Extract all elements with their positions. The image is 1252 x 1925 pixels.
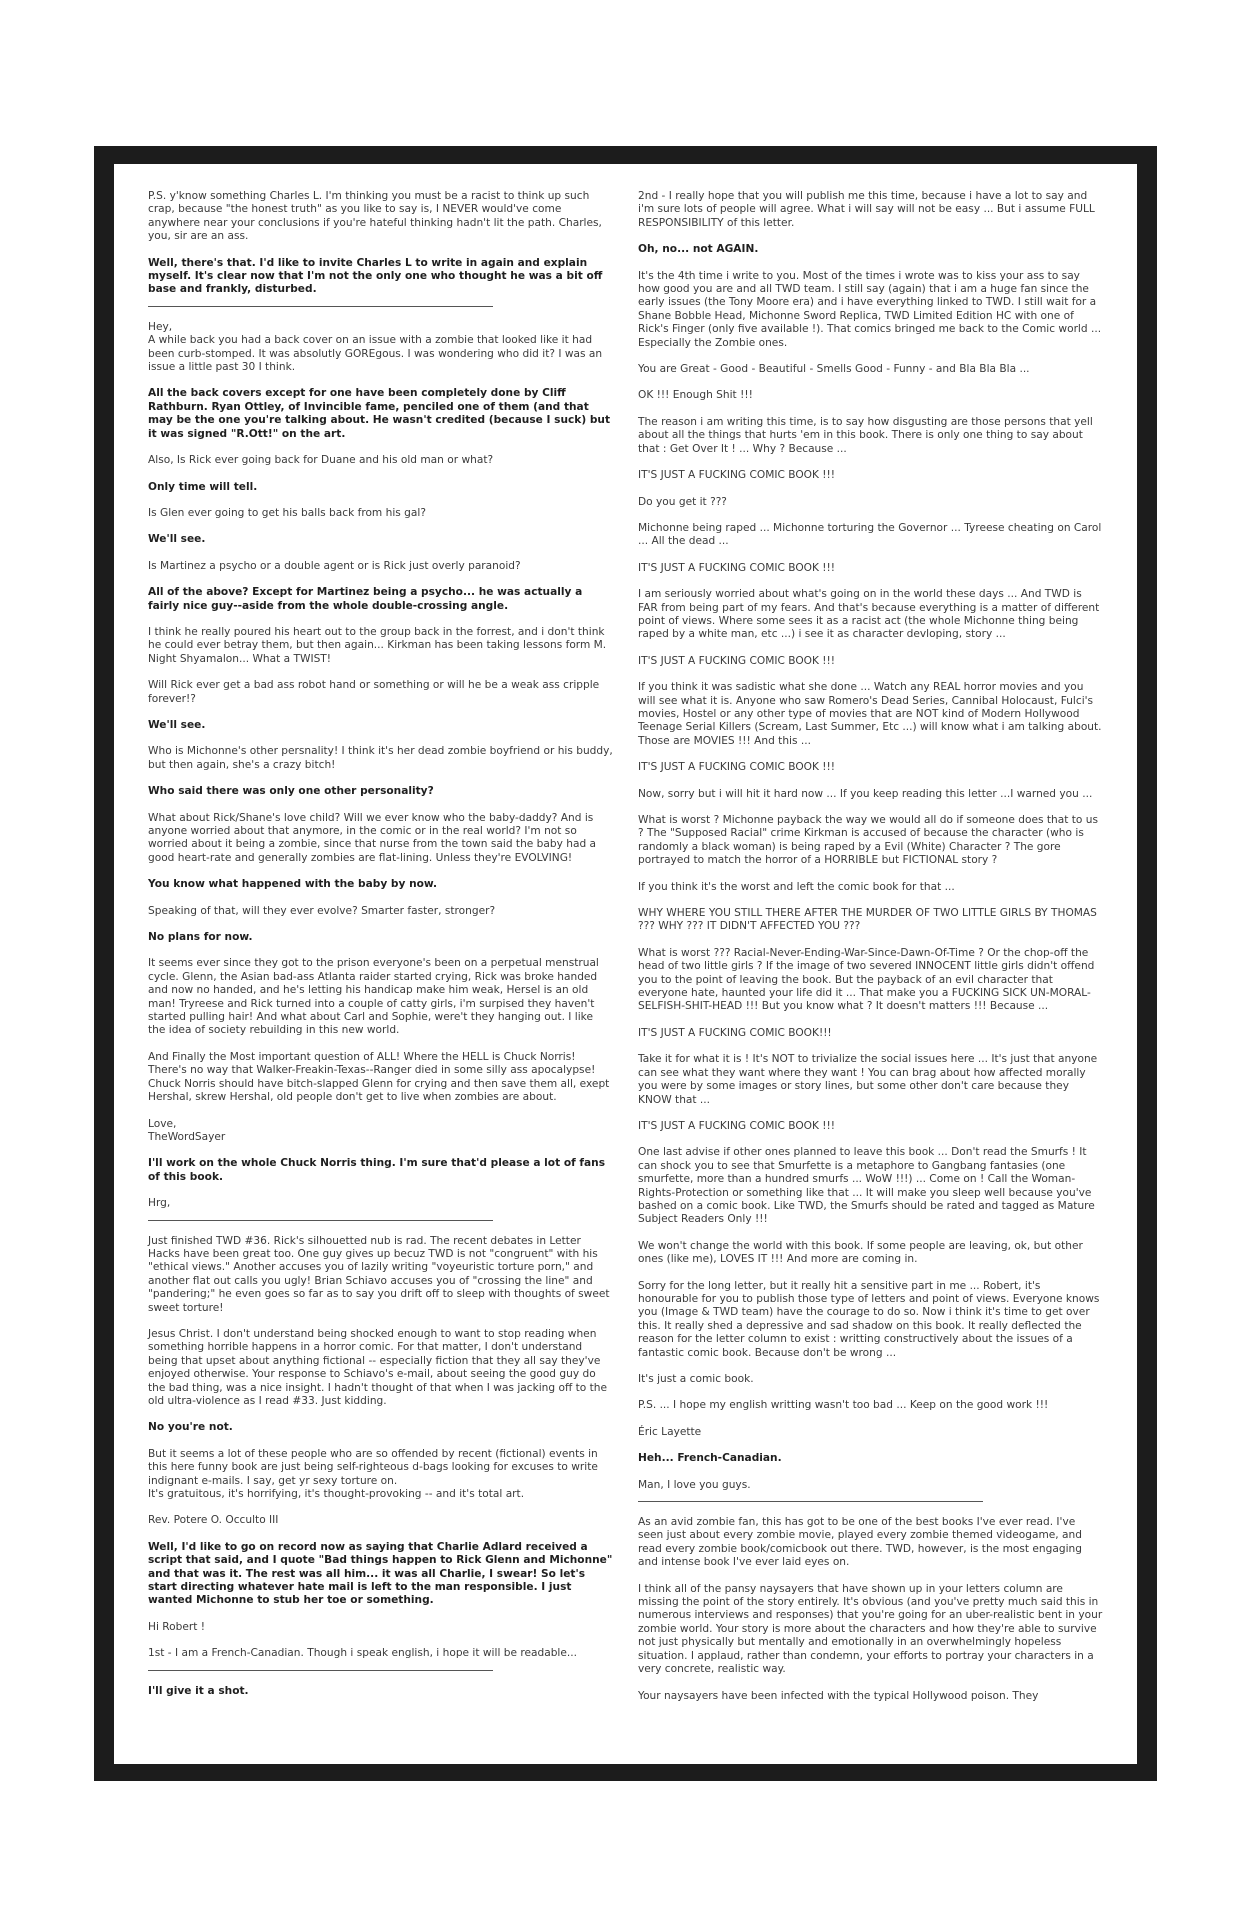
letter-paragraph: Take it for what it is ! It's NOT to trivialize the social issues here ... It's just that anyone can see what they want where they want ! You can brag about how affected morally you were by some images or story lines, but some other don't care because they KNOW that ... <box>638 1053 1098 1106</box>
letter-paragraph: One last advise if other ones planned to leave this book ... Don't read the Smurfs ! It can shock you to see that Smurfette is a metaphore to Gangbang fantasies (one smurfette, more than a hundred smurfs ... WoW !!!) ... Come on ! Call the Woman-Rights-Protection or something like that ... It will make you sleep well because you've bashed on a comic book. Like TWD, the Smurfs should be rated and tagged as Mature Subject Readers Only !!! <box>638 1146 1095 1226</box>
letter-paragraph: Speaking of that, will they ever evolve? Smarter faster, stronger? <box>148 904 496 917</box>
letter-paragraph: Just finished TWD #36. Rick's silhouetted nub is rad. The recent debates in Letter Hacks have been great too. One guy gives up becuz TWD is not "congruent" with his "ethical views." Another accuses you of lazily writing "voyeuristic torture porn," and another flat out calls you ugly! Brian Schiavo accuses you of "crossing the line" and "pandering;" he even goes so far as to say you drift off to sleep with thoughts of sweet sweet torture! <box>148 1234 610 1314</box>
letter-divider <box>148 1670 493 1671</box>
letter-paragraph: I think all of the pansy naysayers that have shown up in your letters column are missing the point of the story entirely. It's obvious (and you've pretty much said this in numerous interviews and responses) that you're going for an uber-realistic bent in your zombie world. Your story is more about the characters and how they're able to survive not just physically but mentally and emotionally in an overwhelmingly hopeless situation. I applaud, rather than condemn, your efforts to portray your characters in a very concrete, realistic way. <box>638 1582 1103 1676</box>
editor-reply: No plans for now. <box>148 931 253 944</box>
letter-paragraph: We won't change the world with this book. If some people are leaving, ok, but other ones (like me), LOVES IT !!! And more are coming in. <box>638 1239 1083 1266</box>
letter-paragraph: Éric Layette <box>638 1425 702 1438</box>
editor-reply: Well, I'd like to go on record now as saying that Charlie Adlard received a script that said, and I quote "Bad things happen to Rick Glenn and Michonne" and that was it. The rest was all him... it was all Charlie, I swear! So let's start directing whatever hate mail is left to the man responsible. I just wanted Michonne to stub her toe or something. <box>148 1540 613 1607</box>
letter-paragraph: Hrg, <box>148 1197 171 1210</box>
editor-reply: You know what happened with the baby by now. <box>148 878 438 891</box>
letter-paragraph: P.S. ... I hope my english writting wasn't too bad ... Keep on the good work !!! <box>638 1399 1049 1412</box>
letter-paragraph: Hey, A while back you had a back cover on an issue with a zombie that looked like it had been curb-stomped. It was absolutly GOREgous. I was wondering who did it? I was an issue a little past 30 I think. <box>148 320 603 374</box>
letter-paragraph: But it seems a lot of these people who are so offended by recent (fictional) events in this here funny book are just being self-righteous d-bags looking for excuses to write indignant e-mails. I say, get yr sexy torture on. It's gratuitous, it's horrifying, it's thought-provoking -- and it's total art. <box>148 1447 598 1501</box>
letter-paragraph: Love, TheWordSayer <box>148 1117 226 1143</box>
letter-divider <box>148 1220 493 1221</box>
letter-paragraph: Rev. Potere O. Occulto III <box>148 1514 279 1527</box>
editor-reply: We'll see. <box>148 718 206 731</box>
letter-paragraph: What about Rick/Shane's love child? Will we ever know who the baby-daddy? And is anyone worried about that anymore, in the comic or in the real world? I'm not so worried about it being a zombie, since that nurse from the town said the baby had a good heart-rate and generally zombies are flat-lining. Unless they're EVOLVING! <box>148 811 597 864</box>
editor-reply: No you're not. <box>148 1421 233 1434</box>
editor-reply: Oh, no... not AGAIN. <box>638 243 759 256</box>
letter-paragraph: Jesus Christ. I don't understand being shocked enough to want to stop reading when something horrible happens in a horror comic. For that matter, I don't understand being that upset about anything fictional -- especially fiction that they all say they've enjoyed otherwise. Your response to Schiavo's e-mail, about seeing the good guy do the bad thing, was a nice insight. I hadn't thought of that when I was jacking off to the old ultra-violence as I read #33. Just kidding. <box>148 1327 608 1407</box>
letter-paragraph: What is worst ??? Racial-Never-Ending-War-Since-Dawn-Of-Time ? Or the chop-off the head of two little girls ? If the image of two severed INNOCENT little girls didn't offend you to the point of leaving the book. But the payback of an evil character that everyone hate, haunted your life did it ... That make you a FUCKING SICK UN-MORAL-SELFISH-SHIT-HEAD !!! But you know what ? It doesn't matters !!! Because ... <box>638 946 1095 1013</box>
letter-paragraph: Man, I love you guys. <box>638 1478 751 1491</box>
letter-paragraph: Is Glen ever going to get his balls back from his gal? <box>148 506 426 519</box>
letters-page <box>114 164 1137 1764</box>
letter-paragraph: What is worst ? Michonne payback the way we would all do if someone does that to us ? The "Supposed Racial" crime Kirkman is accused of because the character (who is randomly a black woman) is being raped by a Evil (White) Character ? The gore portrayed to match the horror of a HORRIBLE but FICTIONAL story ? <box>638 814 1099 867</box>
letter-paragraph: 2nd - I really hope that you will publish me this time, because i have a lot to say and i'm sure lots of people will agree. What i will say will not be easy ... But i assume FULL RESPONSIBILITY of this letter. <box>638 190 1095 229</box>
letter-paragraph: The reason i am writing this time, is to say how disgusting are those persons that yell about all the things that hurts 'em in this book. There is only one thing to say about that : Get Over It ! ... Why ? Because ... <box>638 415 1093 455</box>
editor-reply: I'll give it a shot. <box>148 1684 249 1697</box>
letter-paragraph: IT'S JUST A FUCKING COMIC BOOK!!! <box>638 1026 832 1039</box>
letter-paragraph: OK !!! Enough Shit !!! <box>638 389 753 402</box>
left-column <box>148 190 613 1711</box>
letter-paragraph: If you think it's the worst and left the comic book for that ... <box>638 880 955 893</box>
editor-reply: Heh... French-Canadian. <box>638 1452 782 1465</box>
letter-paragraph: IT'S JUST A FUCKING COMIC BOOK !!! <box>638 654 836 667</box>
letter-paragraph: Your naysayers have been infected with the typical Hollywood poison. They <box>638 1689 1039 1702</box>
editor-reply: We'll see. <box>148 533 206 546</box>
letter-paragraph: It's the 4th time i write to you. Most of the times i wrote was to kiss your ass to say how good you are and all TWD team. I still say (again) that i am a huge fan since the early issues (the Tony Moore era) and i have everything linked to TWD. I still wait for a Shane Bobble Head, Michonne Sword Replica, TWD Limited Edition HC with one of Rick's Finger (only five available !). That comics bringed me back to the Comic world ... Especially the Zombie ones. <box>638 269 1102 349</box>
letter-paragraph: 1st - I am a French-Canadian. Though i speak english, i hope it will be readable... <box>148 1647 577 1660</box>
letter-paragraph: I think he really poured his heart out to the group back in the forrest, and i don't think he could ever betray them, but then again... Kirkman has been taking lessons form M. Night Shyamalon... What a TWIST! <box>148 625 607 665</box>
letter-paragraph: IT'S JUST A FUCKING COMIC BOOK !!! <box>638 1119 836 1132</box>
letter-paragraph: As an avid zombie fan, this has got to be one of the best books I've ever read. I've seen just about every zombie movie, played every zombie themed videogame, and read every zombie book/comicbook out there. TWD, however, is the most engaging and intense book I've ever laid eyes on. <box>638 1516 1082 1569</box>
letter-paragraph: Michonne being raped ... Michonne torturing the Governor ... Tyreese cheating on Carol ... All the dead ... <box>638 521 1102 548</box>
letter-paragraph: It seems ever since they got to the prison everyone's been on a perpetual menstrual cycle. Glenn, the Asian bad-ass Atlanta raider started crying, Rick was broke handed and now no handed, and he's letting his handicap make him weak, Hersel is an old man! Tryreese and Rick turned into a couple of catty girls, i'm surpised they haven't started pulling hair! And what about Carl and Sophie, were't they hanging out. I like the idea of society rebuilding in this new world. <box>148 957 599 1037</box>
editor-reply: I'll work on the whole Chuck Norris thing. I'm sure that'd please a lot of fans of this book. <box>148 1157 606 1183</box>
letter-paragraph: Who is Michonne's other persnality! I think it's her dead zombie boyfriend or his buddy, but then again, she's a crazy bitch! <box>148 745 613 771</box>
letter-paragraph: Is Martinez a psycho or a double agent or is Rick just overly paranoid? <box>148 559 521 572</box>
letter-paragraph: If you think it was sadistic what she done ... Watch any REAL horror movies and you will see what it is. Anyone who saw Romero's Dead Series, Cannibal Holocaust, Fulci's movies, Hostel or any other type of movies that are NOT kind of Modern Hollywood Teenage Serial Killers (Scream, Last Summer, Etc ...) will know what i am talking about. Those are MOVIES !!! And this ... <box>638 681 1102 747</box>
letter-paragraph: Also, Is Rick ever going back for Duane and his old man or what? <box>148 454 494 467</box>
letter-divider <box>638 1501 983 1502</box>
editor-reply: All the back covers except for one have been completely done by Cliff Rathburn. Ryan Ottley, of Invincible fame, penciled one of them (and that may be the one you're talking about. He wasn't credited (because I suck) but it was signed "R.Ott!" on the art. <box>148 387 611 440</box>
letter-paragraph: Will Rick ever get a bad ass robot hand or something or will he be a weak ass cripple forever!? <box>148 679 600 705</box>
letter-paragraph: P.S. y'know something Charles L. I'm thinking you must be a racist to think up such crap, because "the honest truth" as you like to say is, I NEVER would've come anywhere near your conclusions if you're hateful thinking hadn't lit the path. Charles, you, sir are an ass. <box>148 190 602 243</box>
letter-paragraph: Sorry for the long letter, but it really hit a sensitive part in me ... Robert, it's honourable for you to publish those type of letters and point of views. Everyone knows you (Image & TWD team) have the courage to do so. Now i think it's time to get over this. It really shed a depressive and sad shadow on this book. It really deflected the reason for the letter column to exist : writting constructively about the issues of a fantastic comic book. Because don't be wrong ... <box>638 1279 1100 1359</box>
editor-reply: All of the above? Except for Martinez being a psycho... he was actually a fairly nice guy--aside from the whole double-crossing angle. <box>148 586 583 612</box>
letter-divider <box>148 306 493 307</box>
letter-paragraph: IT'S JUST A FUCKING COMIC BOOK !!! <box>638 469 836 482</box>
letter-paragraph: Now, sorry but i will hit it hard now ... If you keep reading this letter ...I warned you ... <box>638 787 1093 800</box>
letter-paragraph: It's just a comic book. <box>638 1373 754 1385</box>
letter-paragraph: IT'S JUST A FUCKING COMIC BOOK !!! <box>638 561 836 574</box>
letter-paragraph: Do you get it ??? <box>638 495 727 508</box>
letter-paragraph: I am seriously worried about what's going on in the world these days ... And TWD is FAR from being part of my fears. And that's because everything is a matter of different point of views. Where some sees it as a racist act (the whole Michonne thing being raped by a white man, etc ...) i see it as character devloping, story ... <box>638 588 1100 641</box>
editor-reply: Who said there was only one other personality? <box>148 785 434 798</box>
letter-paragraph: And Finally the Most important question of ALL! Where the HELL is Chuck Norris! There's no way that Walker-Freakin-Texas--Ranger died in some silly ass apocalypse! Chuck Norris should have bitch-slapped Glenn for crying and then save them all, exept Hershal, skrew Hershal, old people don't get to live when zombies are about. <box>148 1050 610 1104</box>
letter-paragraph: Hi Robert ! <box>148 1620 206 1633</box>
letter-paragraph: IT'S JUST A FUCKING COMIC BOOK !!! <box>638 761 836 774</box>
editor-reply: Well, there's that. I'd like to invite Charles L to write in again and explain myself. It's clear now that I'm not the only one who thought he was a bit off base and frankly, disturbed. <box>148 256 603 296</box>
right-column <box>638 190 1103 1716</box>
letter-paragraph: You are Great - Good - Beautiful - Smells Good - Funny - and Bla Bla Bla ... <box>638 363 1030 376</box>
letter-paragraph: WHY WHERE YOU STILL THERE AFTER THE MURDER OF TWO LITTLE GIRLS BY THOMAS ??? WHY ??? IT DIDN'T AFFECTED YOU ??? <box>638 907 1097 933</box>
editor-reply: Only time will tell. <box>148 480 258 493</box>
